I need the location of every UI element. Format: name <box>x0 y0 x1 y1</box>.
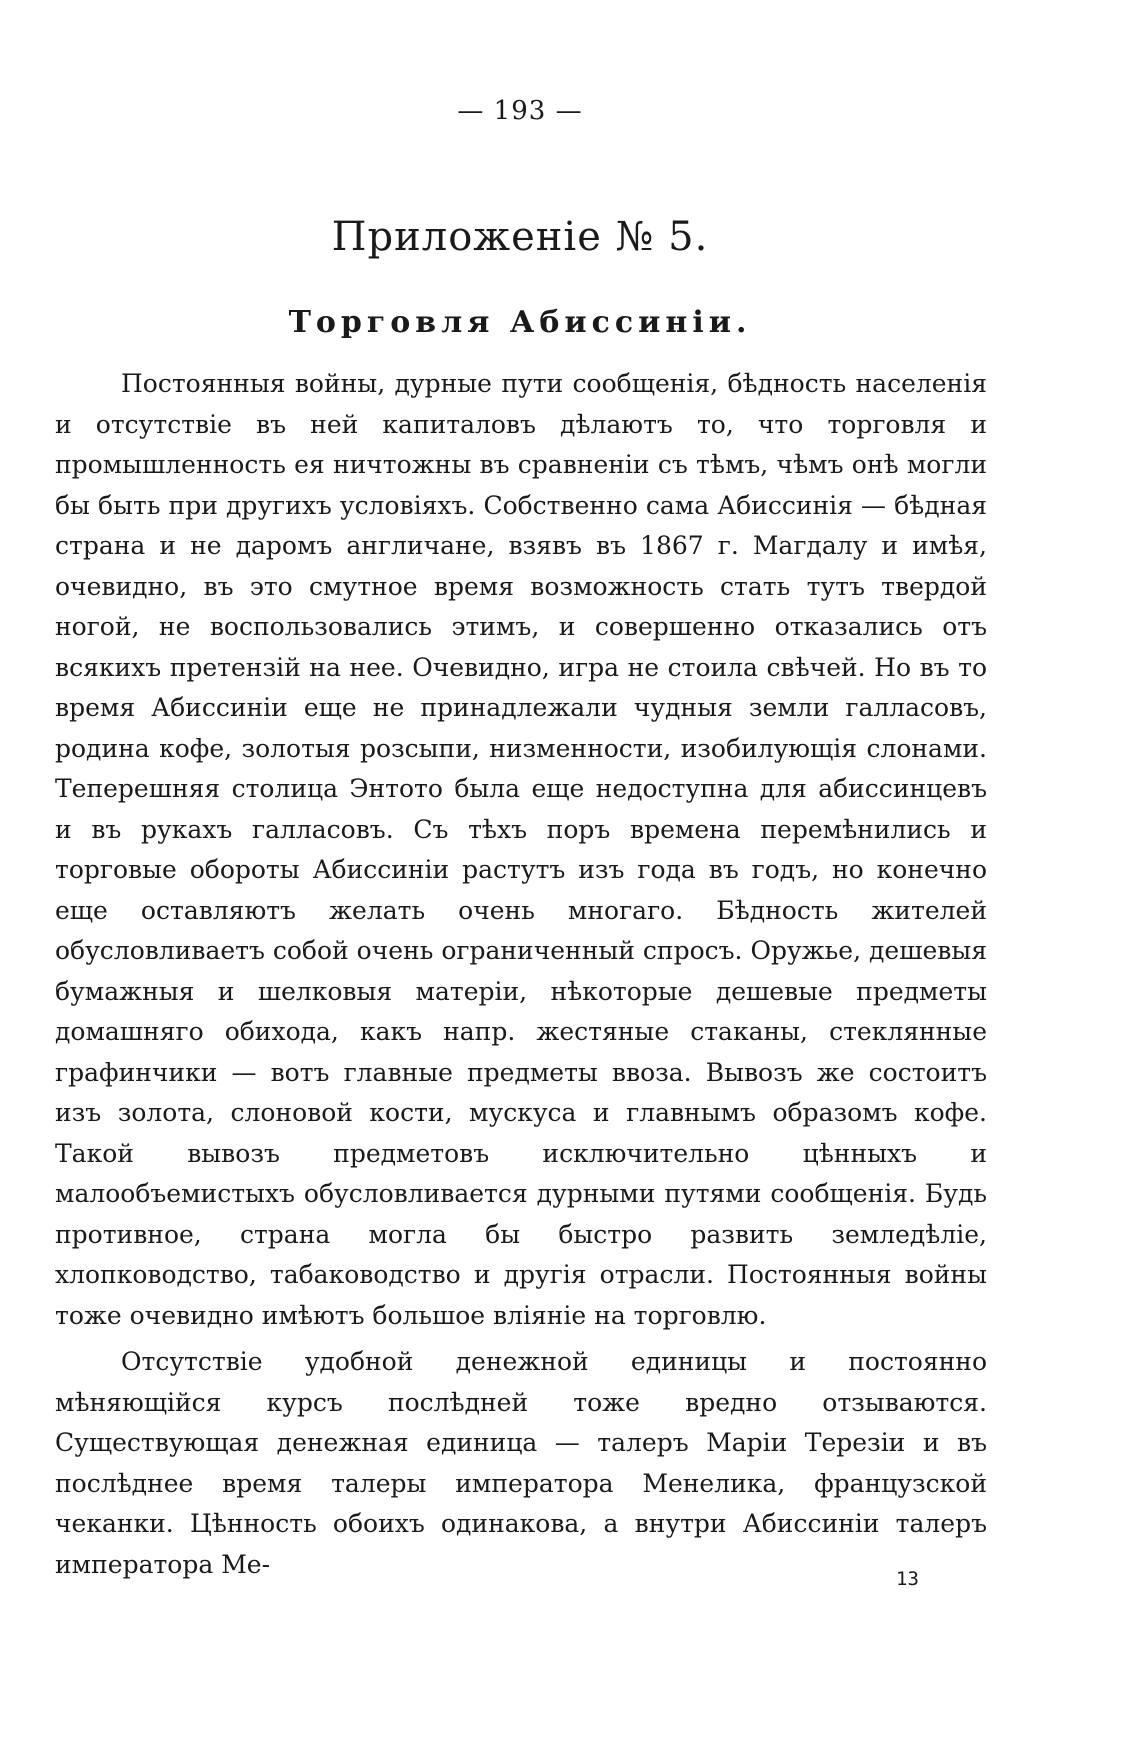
paragraph-2: Отсутствіе удобной денежной единицы и постоянно мѣняющійся курсъ послѣдней тоже вредно отзываются. Существующая денежная единица — талеръ Маріи Терезіи и въ послѣднее время талеры императора Менелика, французской чеканки. Цѣнность обоихъ одинакова, а внутри Абиссиніи талеръ императора Ме- <box>55 1347 987 1579</box>
page-number: — 193 — <box>457 96 583 126</box>
body-text <box>55 364 987 1585</box>
paragraph-1: Постоянныя войны, дурные пути сообщенія, бѣдность населенія и отсутствіе въ ней капиталовъ дѣлаютъ то, что торговля и промышленность ея ничтожны въ сравненіи съ тѣмъ, чѣмъ онѣ могли бы быть при другихъ условіяхъ. Собственно сама Абиссинія — бѣдная страна и не даромъ англичане, взявъ въ 1867 г. Магдалу и имѣя, очевидно, въ это смутное время возможность стать тутъ твердой ногой, не воспользовались этимъ, и совершенно отказались отъ всякихъ претензій на нее. Очевидно, игра не стоила свѣчей. Но въ то время Абиссиніи еще не принадлежали чудныя земли галласовъ, родина кофе, золотыя розсыпи, низменности, изобилующія слонами. Теперешняя столица Энтото была еще недоступна для абиссинцевъ и въ рукахъ галласовъ. Съ тѣхъ поръ времена перемѣнились и торговые обороты Абиссиніи растутъ изъ года въ годъ, но конечно еще оставляютъ желать очень многаго. Бѣдность жителей обусловливаетъ собой очень ограниченный спросъ. Оружье, дешевыя бумажныя и шелковыя матеріи, нѣкоторые дешевые предметы домашняго обихода, какъ напр. жестяные стаканы, стеклянные графинчики — вотъ главные предметы ввоза. Вывозъ же состоитъ изъ золота, слоновой кости, мускуса и главнымъ образомъ кофе. Такой вывозъ предметовъ исключительно цѣнныхъ и малообъемистыхъ обусловливается дурными путями сообщенія. Будь противное, страна могла бы быстро развить земледѣліе, хлопководство, табаководство и другія отрасли. Постоянныя войны тоже очевидно имѣютъ большое вліяніе на торговлю. <box>55 369 987 1330</box>
section-title: Торговля Абиссиніи. <box>288 305 752 340</box>
appendix-title: Приложеніе № 5. <box>331 214 709 260</box>
printer-signature-mark: 13 <box>896 1568 919 1590</box>
